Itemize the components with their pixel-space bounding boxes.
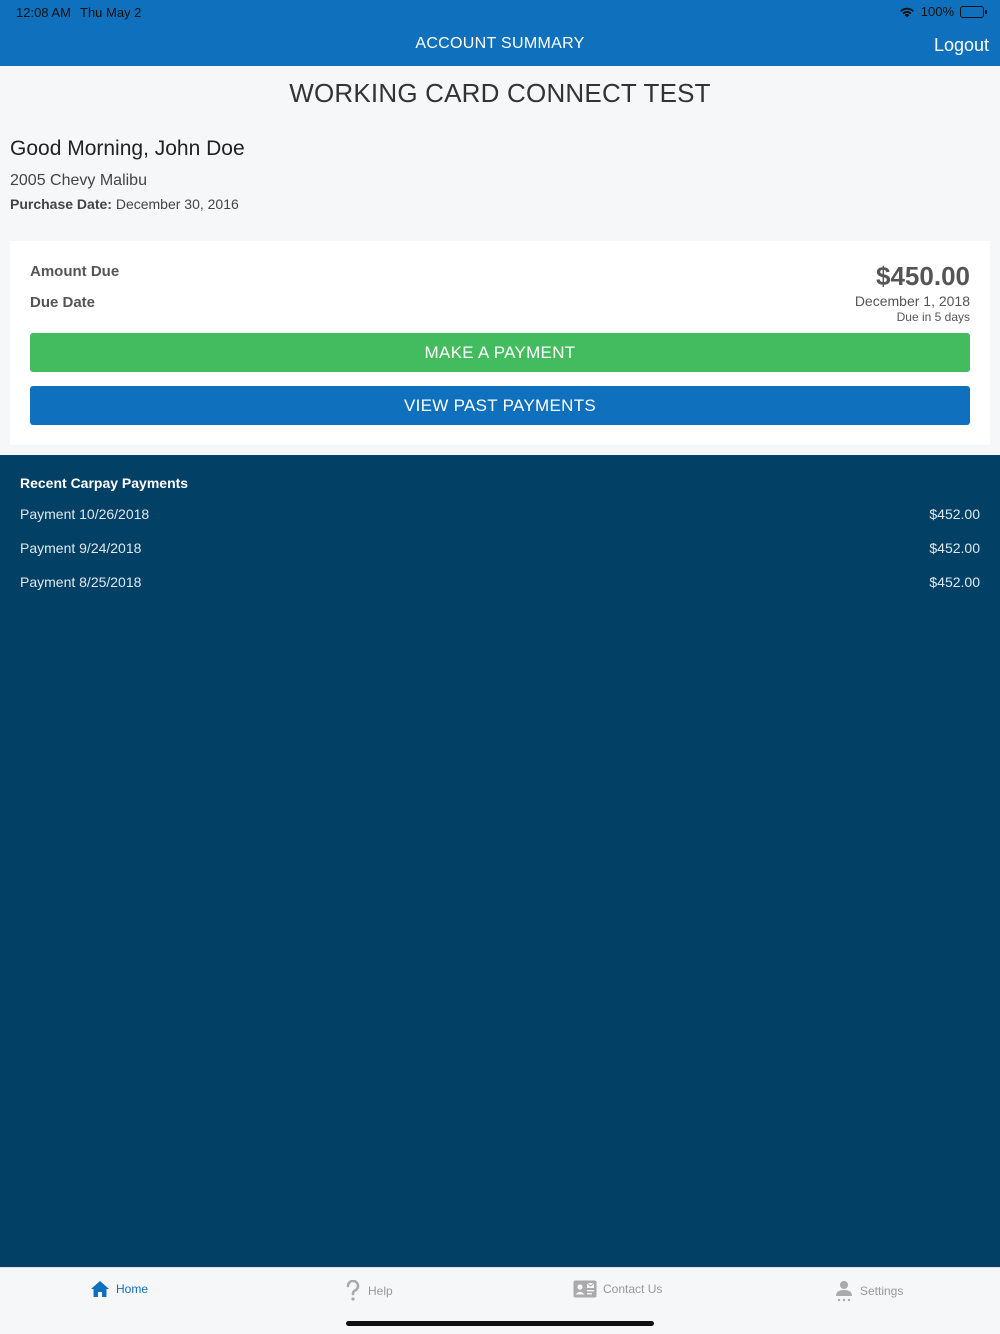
amount-due-value: $450.00 bbox=[876, 261, 970, 291]
payment-amount: $452.00 bbox=[929, 506, 980, 522]
purchase-date-label: Purchase Date: bbox=[10, 196, 112, 212]
payment-label: Payment 10/26/2018 bbox=[20, 506, 150, 522]
due-date-label: Due Date bbox=[30, 294, 96, 311]
amount-due-label: Amount Due bbox=[30, 263, 120, 280]
make-payment-button[interactable]: MAKE A PAYMENT bbox=[30, 333, 970, 372]
tab-contact-label: Contact Us bbox=[603, 1282, 663, 1296]
recent-payments-title: Recent Carpay Payments bbox=[20, 475, 189, 491]
home-indicator[interactable] bbox=[346, 1321, 654, 1326]
header bbox=[0, 0, 1000, 66]
greeting: Good Morning, John Doe bbox=[10, 137, 245, 160]
home-icon bbox=[90, 1280, 110, 1298]
payment-amount: $452.00 bbox=[929, 540, 980, 556]
payment-summary-card bbox=[10, 241, 990, 445]
logout-button[interactable]: Logout bbox=[933, 35, 989, 55]
dealer-title: WORKING CARD CONNECT TEST bbox=[289, 78, 711, 108]
payment-row bbox=[20, 540, 980, 556]
payment-row bbox=[20, 506, 980, 522]
tab-help[interactable] bbox=[344, 1280, 393, 1302]
payment-label: Payment 9/24/2018 bbox=[20, 540, 142, 556]
page-title: ACCOUNT SUMMARY bbox=[415, 35, 585, 52]
tab-help-label: Help bbox=[368, 1284, 393, 1298]
view-past-payments-button[interactable]: VIEW PAST PAYMENTS bbox=[30, 386, 970, 425]
battery-percent: 100% bbox=[920, 4, 954, 19]
payment-row bbox=[20, 574, 980, 590]
contact-card-icon bbox=[573, 1280, 597, 1298]
wifi-icon bbox=[899, 6, 915, 18]
payment-amount: $452.00 bbox=[929, 574, 980, 590]
due-date-value: December 1, 2018 bbox=[854, 293, 970, 309]
vehicle-name: 2005 Chevy Malibu bbox=[10, 172, 147, 189]
tab-home[interactable] bbox=[90, 1280, 148, 1298]
user-settings-icon bbox=[834, 1280, 854, 1302]
status-indicators bbox=[899, 4, 984, 19]
purchase-date-value: December 30, 2016 bbox=[115, 196, 239, 212]
tab-contact[interactable] bbox=[573, 1280, 662, 1298]
battery-icon bbox=[960, 6, 984, 18]
payment-label: Payment 8/25/2018 bbox=[20, 574, 142, 590]
tab-settings[interactable] bbox=[834, 1280, 903, 1302]
tab-home-label: Home bbox=[116, 1282, 149, 1296]
tab-settings-label: Settings bbox=[860, 1284, 904, 1298]
due-in-text: Due in 5 days bbox=[896, 310, 970, 324]
status-date: Thu May 2 bbox=[80, 5, 142, 20]
question-icon bbox=[344, 1280, 362, 1302]
purchase-date bbox=[10, 196, 239, 212]
status-time: 12:08 AM bbox=[16, 5, 71, 20]
recent-payments-section bbox=[0, 455, 1000, 1267]
